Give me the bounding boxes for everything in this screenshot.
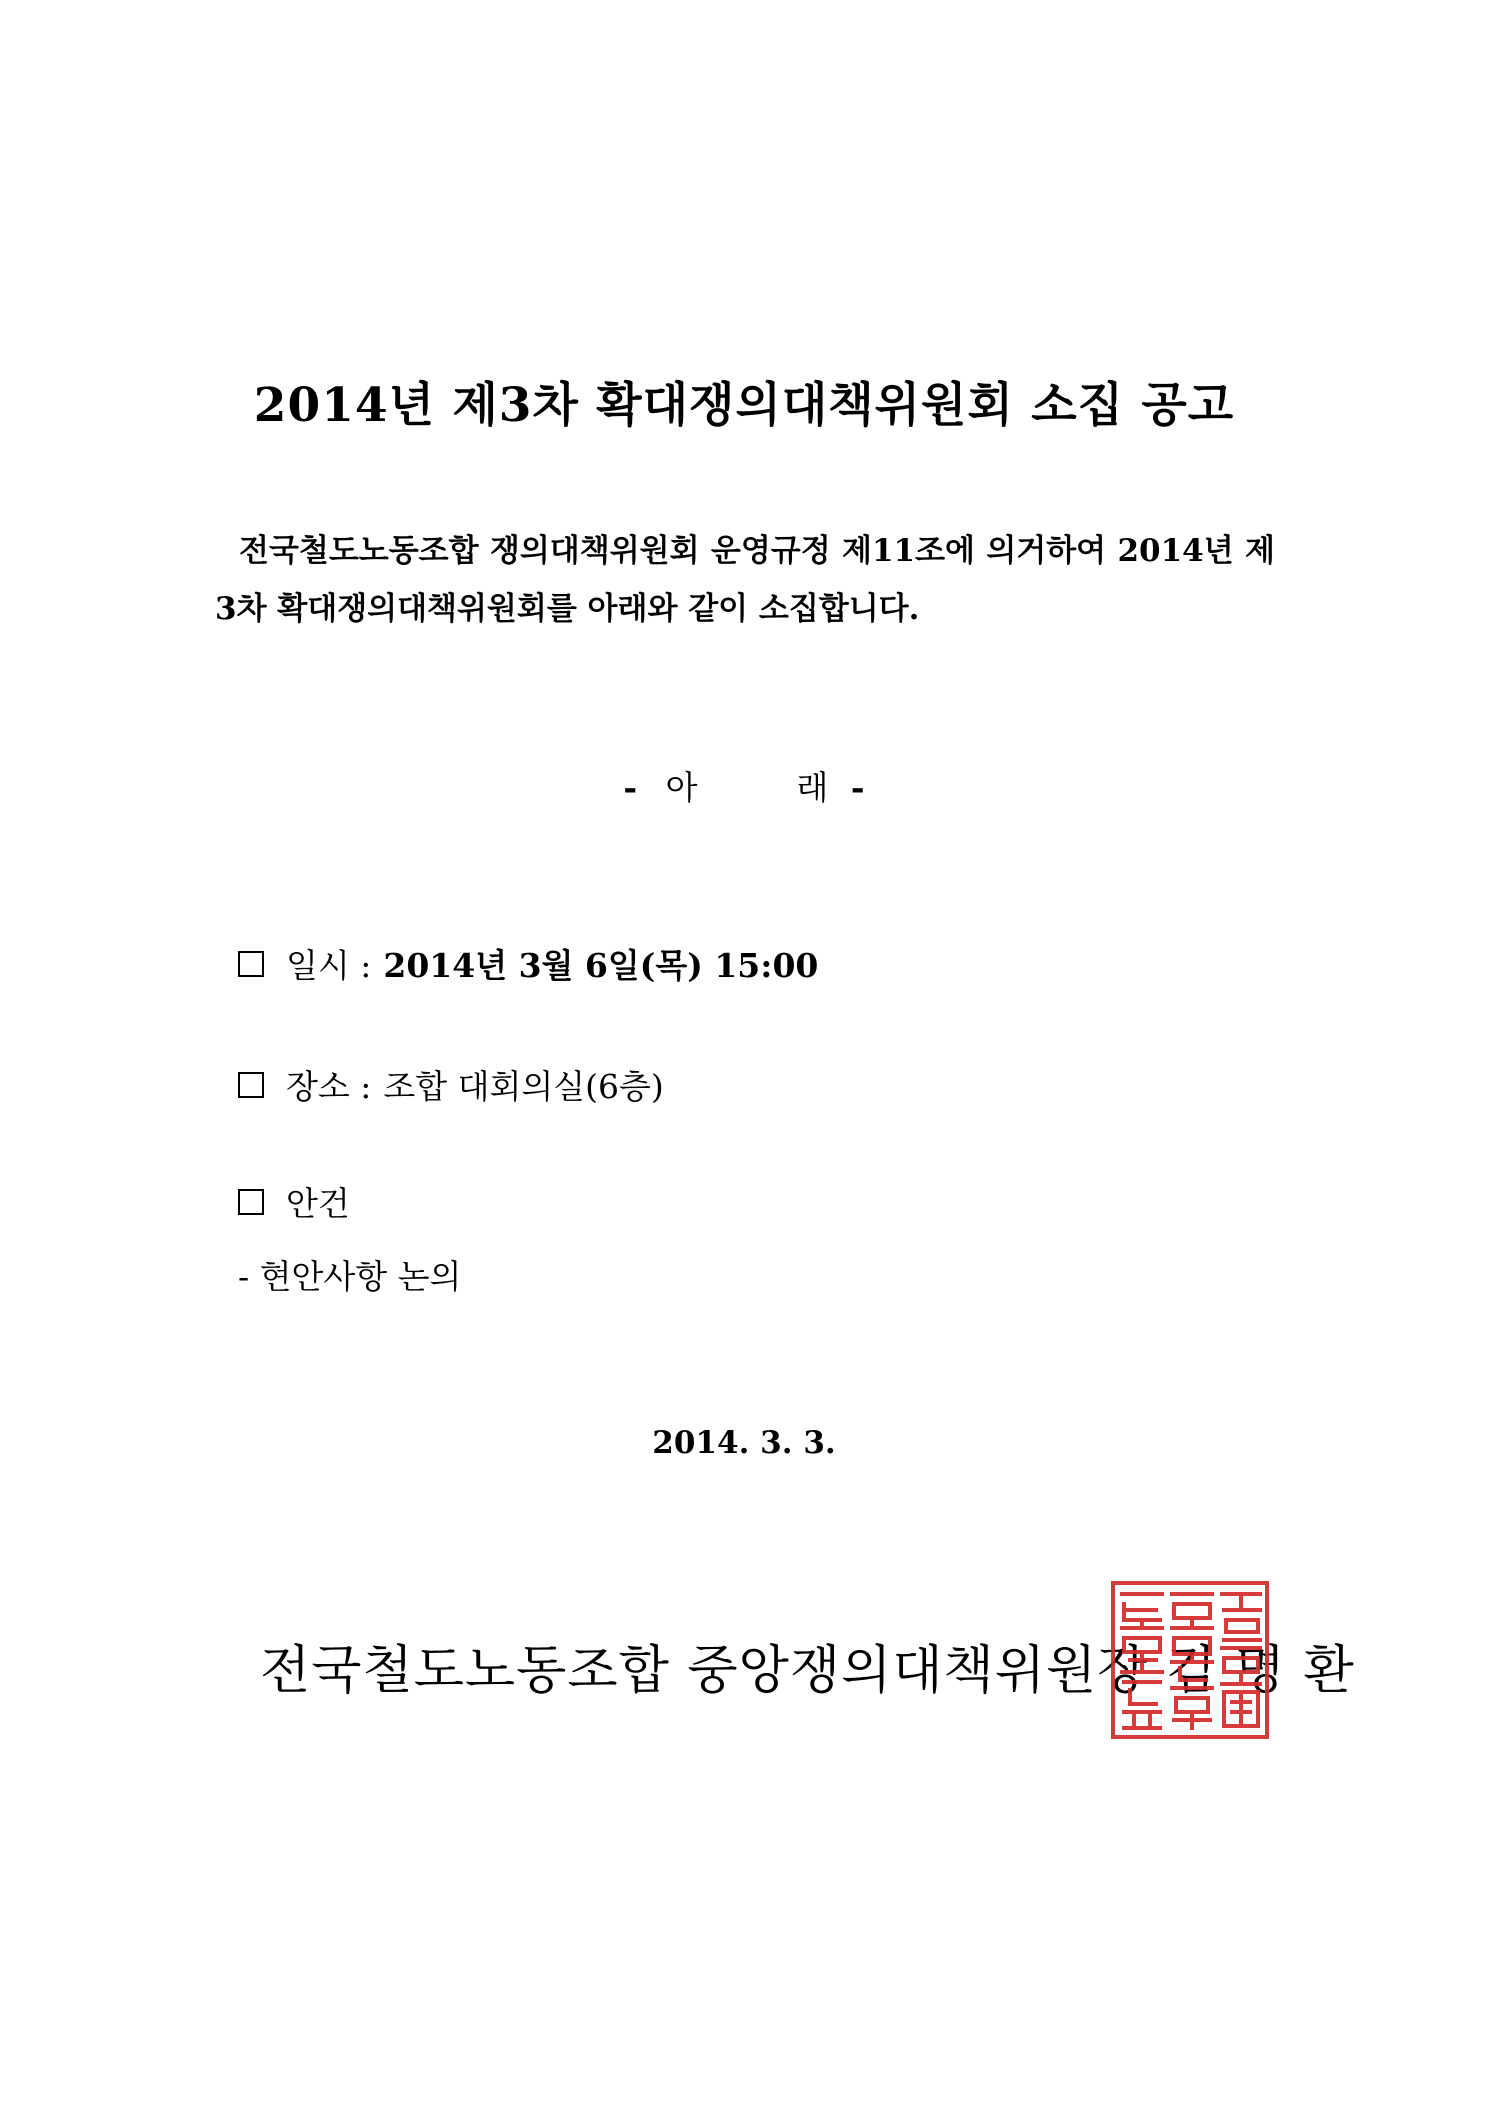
item-location-label: 장소 : bbox=[286, 1067, 372, 1106]
official-seal-stamp bbox=[1110, 1580, 1270, 1740]
item-datetime-value: 2014년 3월 6일(목) 15:00 bbox=[383, 946, 819, 985]
item-datetime bbox=[238, 940, 818, 987]
subheading-char-1: 아 bbox=[665, 768, 698, 807]
subheading-dash-right: - bbox=[850, 768, 865, 807]
item-agenda bbox=[238, 1178, 362, 1225]
subheading-char-2: 래 bbox=[796, 768, 829, 807]
intro-text: 전국철도노동조합 쟁의대책위원회 운영규정 제11조에 의거하여 2014년 제3차 확대쟁의대책위원회를 아래와 같이 소집합니다. bbox=[215, 533, 1275, 627]
agenda-detail: - 현안사항 논의 bbox=[238, 1257, 462, 1296]
checkbox-square-icon bbox=[238, 951, 264, 977]
item-datetime-label: 일시 : bbox=[286, 946, 372, 985]
item-agenda-label: 안건 bbox=[286, 1184, 350, 1223]
item-location bbox=[238, 1061, 664, 1108]
document-title: 2014년 제3차 확대쟁의대책위원회 소집 공고 bbox=[253, 378, 1235, 433]
subheading-below bbox=[0, 762, 1488, 809]
signature-line: 전국철도노동조합 중앙쟁의대책위원장 김 명 환 bbox=[260, 1641, 1355, 1701]
item-location-value: 조합 대회의실(6층) bbox=[383, 1067, 664, 1106]
intro-paragraph bbox=[215, 522, 1275, 638]
checkbox-square-icon bbox=[238, 1189, 264, 1215]
subheading-dash-left: - bbox=[623, 768, 638, 807]
document-date: 2014. 3. 3. bbox=[652, 1425, 836, 1461]
checkbox-square-icon bbox=[238, 1072, 264, 1098]
